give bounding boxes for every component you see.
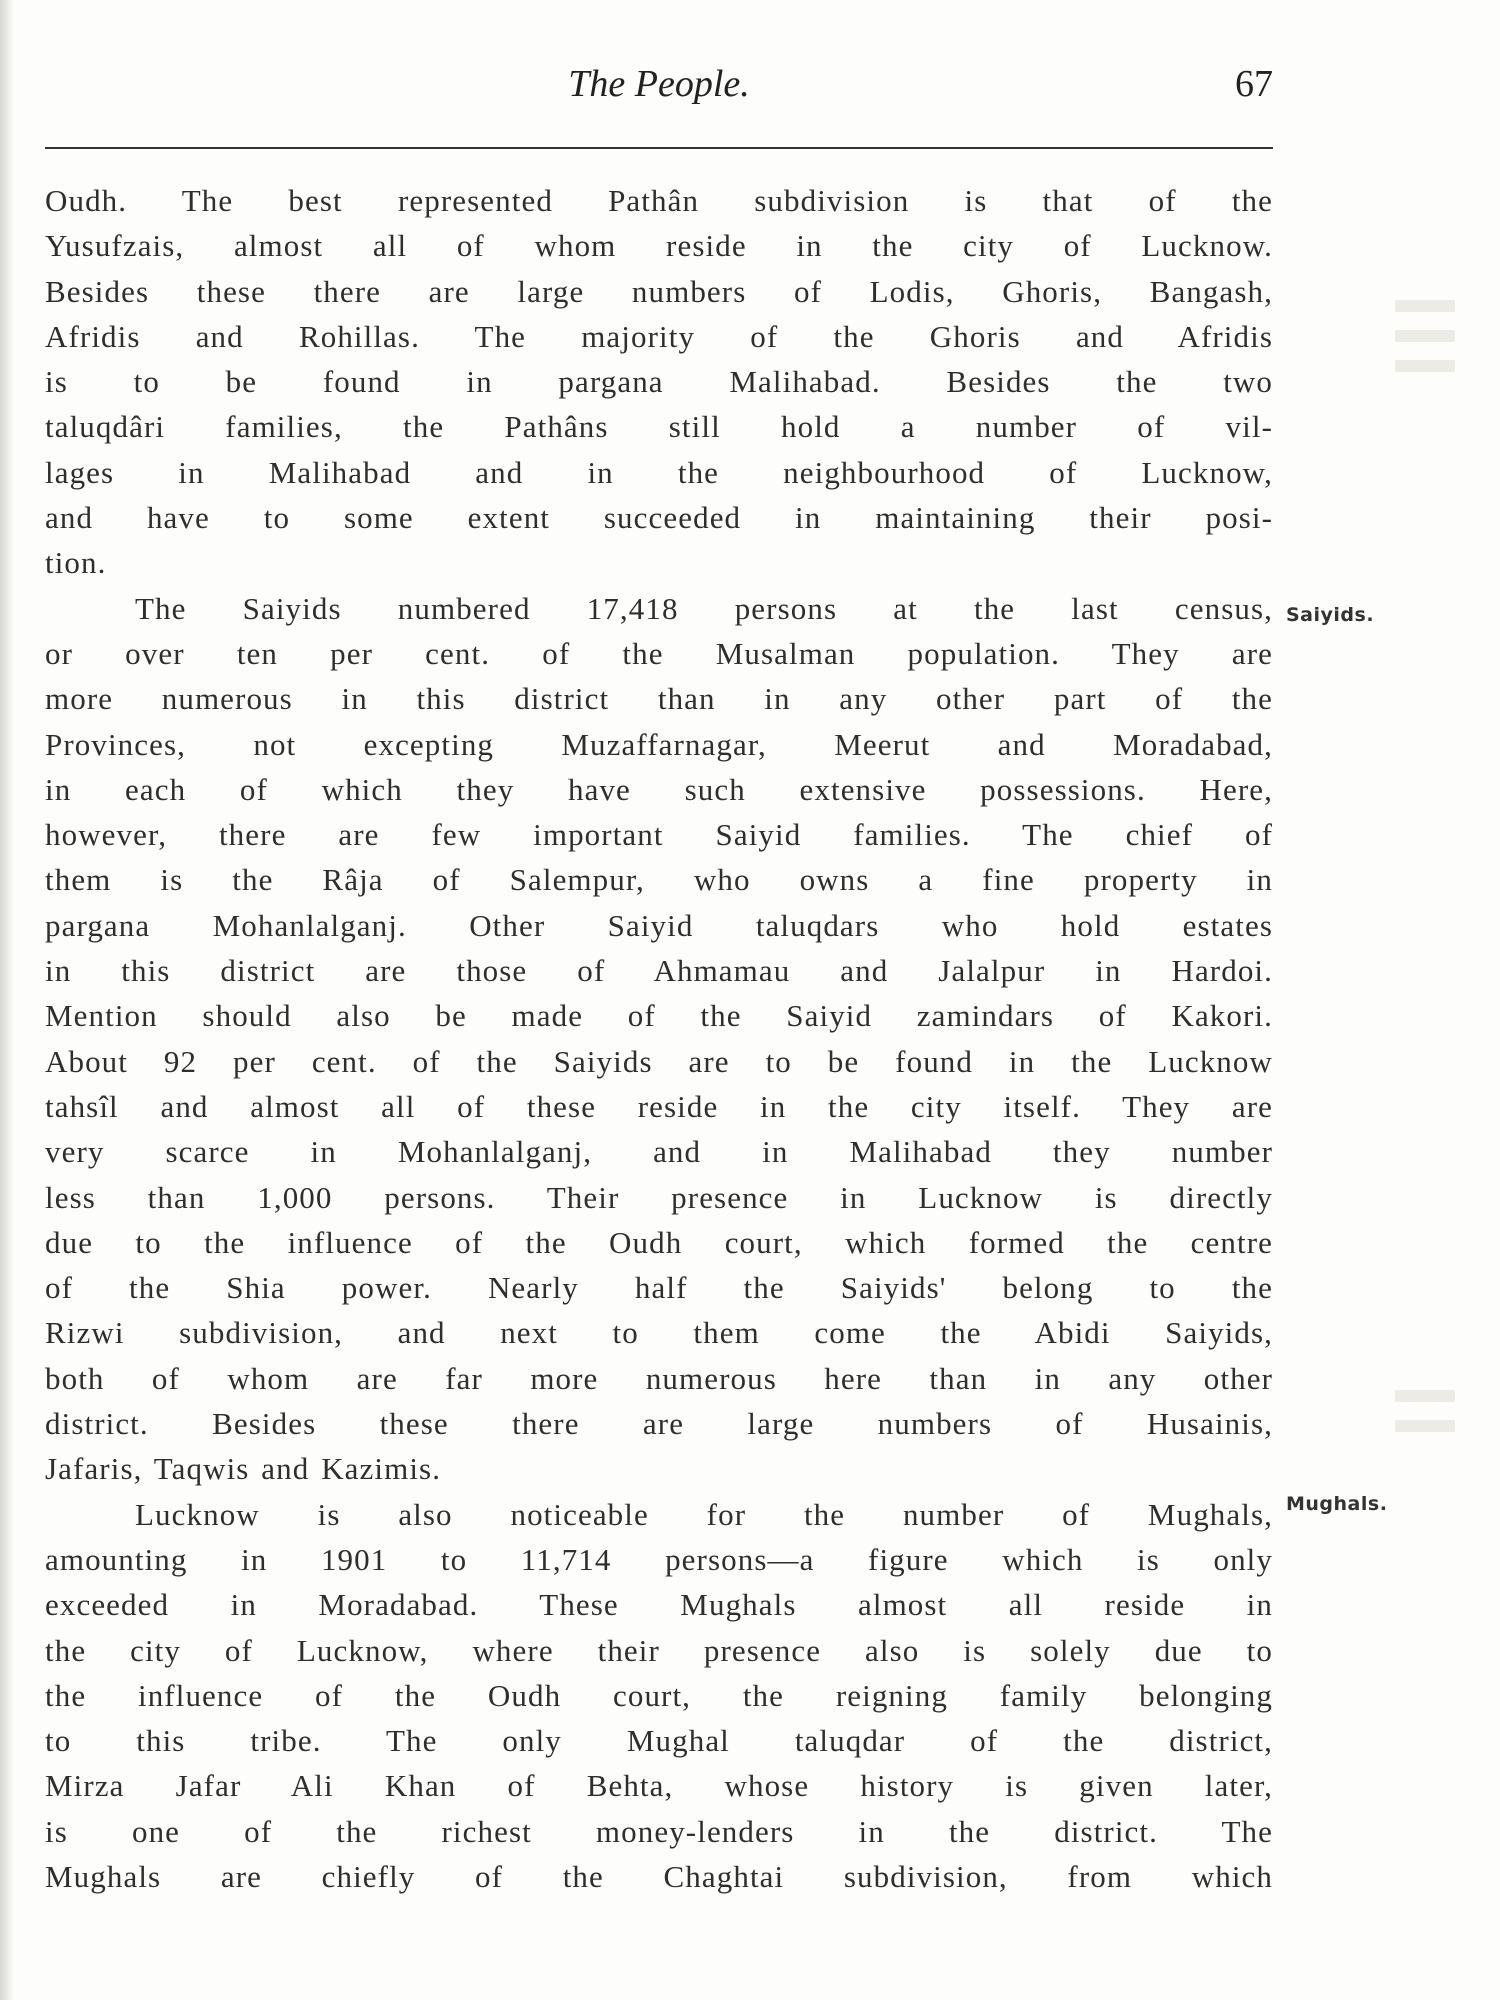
text-line: Afridis and Rohillas. The majority of the Ghoris and Afridis bbox=[45, 318, 1273, 354]
text-line: tahsîl and almost all of these reside in the city itself. They are bbox=[45, 1088, 1273, 1124]
bleed-through-mark bbox=[1395, 300, 1455, 312]
bleed-through-mark bbox=[1395, 330, 1455, 342]
text-line: Oudh. The best represented Pathân subdivision is that of the bbox=[45, 183, 1273, 218]
text-line: the city of Lucknow, where their presence also is solely due to bbox=[45, 1632, 1273, 1668]
text-line: is to be found in pargana Malihabad. Besides the two bbox=[45, 364, 1273, 400]
paragraph-start-saiyids: The Saiyids numbered 17,418 persons at the last census, bbox=[135, 590, 1273, 626]
text-line: Yusufzais, almost all of whom reside in the city of Lucknow. bbox=[45, 228, 1273, 264]
bleed-through-mark bbox=[1395, 1390, 1455, 1402]
text-line: taluqdâri families, the Pathâns still hold a number of vil- bbox=[45, 409, 1273, 445]
running-head bbox=[45, 62, 1273, 116]
text-line: Mughals are chiefly of the Chaghtai subdivision, from which bbox=[45, 1858, 1273, 1894]
text-line: pargana Mohanlalganj. Other Saiyid taluqdars who hold estates bbox=[45, 907, 1273, 943]
text-line: more numerous in this district than in any other part of the bbox=[45, 681, 1273, 717]
text-line: to this tribe. The only Mughal taluqdar of the district, bbox=[45, 1723, 1273, 1759]
text-line: Mirza Jafar Ali Khan of Behta, whose history is given later, bbox=[45, 1768, 1273, 1804]
body-text bbox=[45, 178, 1273, 1899]
header-rule bbox=[45, 147, 1273, 149]
text-line: is one of the richest money-lenders in the district. The bbox=[45, 1813, 1273, 1849]
running-title: The People. bbox=[568, 63, 750, 105]
text-line: About 92 per cent. of the Saiyids are to be found in the Lucknow bbox=[45, 1043, 1273, 1079]
text-line: district. Besides these there are large numbers of Husainis, bbox=[45, 1406, 1273, 1442]
text-line: exceeded in Moradabad. These Mughals almost all reside in bbox=[45, 1587, 1273, 1623]
text-line: and have to some extent succeeded in maintaining their posi- bbox=[45, 500, 1273, 536]
text-line: in this district are those of Ahmamau and Jalalpur in Hardoi. bbox=[45, 953, 1273, 989]
text-line: of the Shia power. Nearly half the Saiyids' belong to the bbox=[45, 1270, 1273, 1306]
text-line: lages in Malihabad and in the neighbourhood of Lucknow, bbox=[45, 454, 1273, 490]
page-number: 67 bbox=[1235, 63, 1273, 105]
text-line: Provinces, not excepting Muzaffarnagar, Meerut and Moradabad, bbox=[45, 726, 1273, 762]
text-line: Mention should also be made of the Saiyid zamindars of Kakori. bbox=[45, 998, 1273, 1034]
text-line: Rizwi subdivision, and next to them come the Abidi Saiyids, bbox=[45, 1315, 1273, 1351]
text-line: both of whom are far more numerous here than in any other bbox=[45, 1360, 1273, 1396]
side-note-saiyids: Saiyids. bbox=[1286, 604, 1375, 626]
text-line: them is the Râja of Salempur, who owns a fine property in bbox=[45, 862, 1273, 898]
text-line: amounting in 1901 to 11,714 persons—a figure which is only bbox=[45, 1541, 1273, 1577]
text-line: or over ten per cent. of the Musalman population. They are bbox=[45, 635, 1273, 671]
text-line: the influence of the Oudh court, the reigning family belonging bbox=[45, 1677, 1273, 1713]
text-line: tion. bbox=[45, 545, 107, 581]
text-line: very scarce in Mohanlalganj, and in Malihabad they number bbox=[45, 1134, 1273, 1170]
text-line: in each of which they have such extensive possessions. Here, bbox=[45, 771, 1273, 807]
page-gutter-shadow bbox=[0, 0, 14, 2000]
text-line: Besides these there are large numbers of Lodis, Ghoris, Bangash, bbox=[45, 273, 1273, 309]
paragraph-start-mughals: Lucknow is also noticeable for the number of Mughals, bbox=[135, 1496, 1273, 1532]
bleed-through-mark bbox=[1395, 1420, 1455, 1432]
text-line: however, there are few important Saiyid families. The chief of bbox=[45, 817, 1273, 853]
side-note-mughals: Mughals. bbox=[1286, 1493, 1388, 1515]
text-line: less than 1,000 persons. Their presence in Lucknow is directly bbox=[45, 1179, 1273, 1215]
bleed-through-mark bbox=[1395, 360, 1455, 372]
text-line: due to the influence of the Oudh court, which formed the centre bbox=[45, 1224, 1273, 1260]
text-line: Jafaris, Taqwis and Kazimis. bbox=[45, 1451, 442, 1487]
